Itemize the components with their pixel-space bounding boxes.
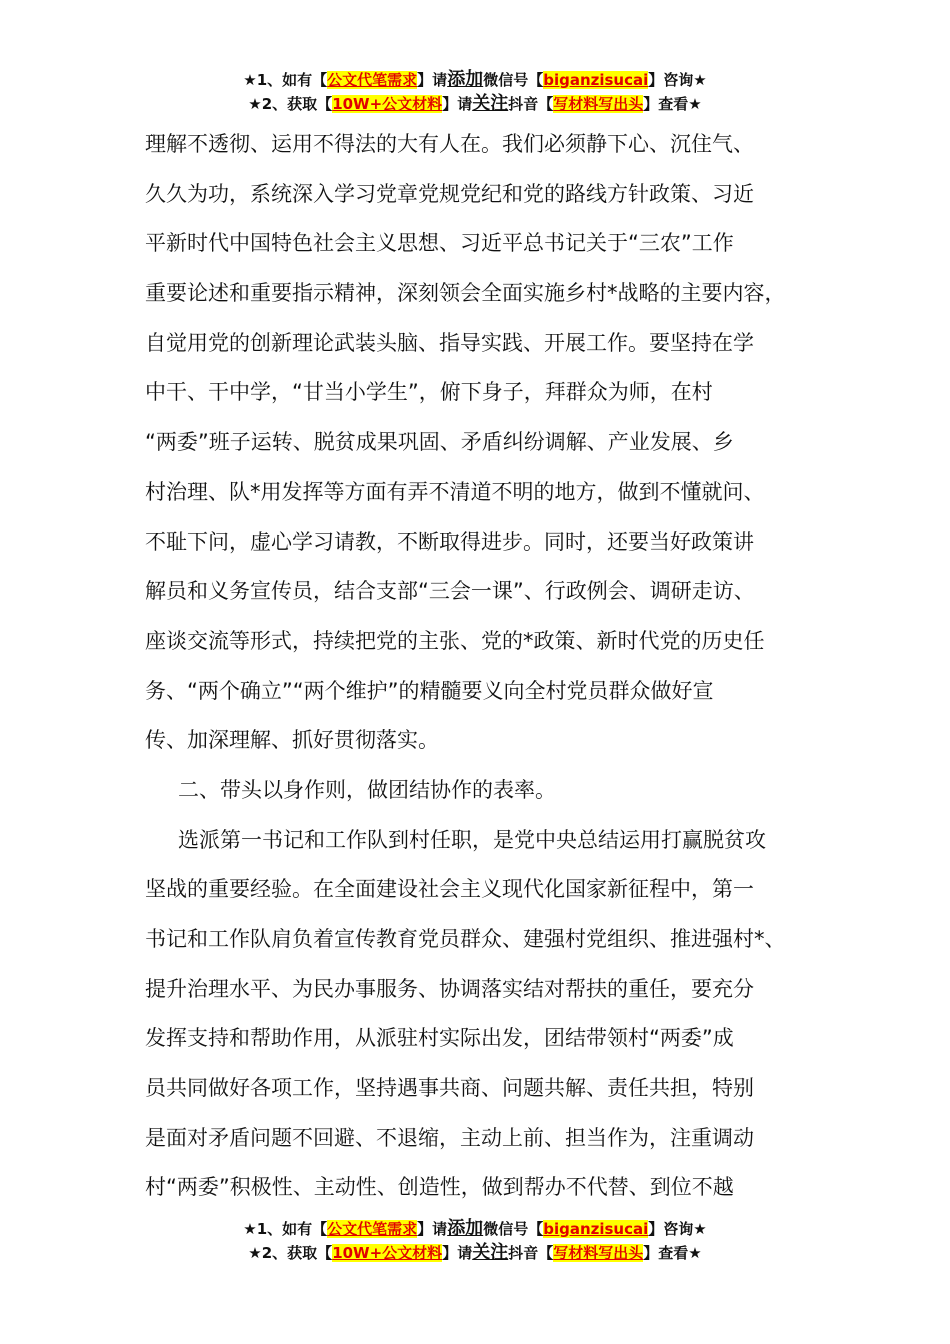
text-line: 书记和工作队肩负着宣传教育党员群众、建强村党组织、推进强村*、 bbox=[145, 927, 786, 951]
text-line: 务、“两个确立”“两个维护”的精髓要义向全村党员群众做好宣 bbox=[145, 678, 714, 703]
text-line: 久久为功，系统深入学习党章党规党纪和党的路线方针政策、习近 bbox=[145, 181, 754, 206]
highlight: 公文代笔需求 bbox=[327, 1220, 418, 1238]
t: 添加 bbox=[447, 69, 484, 90]
section-heading: 二、带头以身作则，做团结协作的表率。 bbox=[178, 777, 556, 802]
text-line: 村治理、队*用发挥等方面有弄不清道不明的地方，做到不懂就问、 bbox=[145, 479, 765, 504]
t: 】请 bbox=[417, 71, 448, 89]
t: ★2、获取【 bbox=[248, 95, 333, 113]
t: 】咨询★ bbox=[648, 71, 707, 89]
text-line: 座谈交流等形式，持续把党的主张、党的*政策、新时代党的历史任 bbox=[145, 628, 765, 653]
t: 】查看★ bbox=[643, 95, 702, 113]
t: 】查看★ bbox=[643, 1244, 702, 1262]
t: 】请 bbox=[442, 95, 473, 113]
text-line: 不耻下问，虚心学习请教，不断取得进步。同时，还要当好政策讲 bbox=[145, 529, 754, 554]
text-line: 理解不透彻、运用不得法的大有人在。我们必须静下心、沉住气、 bbox=[145, 132, 754, 156]
highlight: 10W+公文材料 bbox=[332, 1244, 443, 1262]
t: 抖音【 bbox=[508, 1244, 554, 1262]
t: 关注 bbox=[472, 93, 509, 114]
banner-line-2 bbox=[0, 92, 950, 116]
t: 抖音【 bbox=[508, 95, 554, 113]
banner-line-2 bbox=[0, 1241, 950, 1265]
text-line: 是面对矛盾问题不回避、不退缩，主动上前、担当作为，注重调动 bbox=[145, 1125, 754, 1150]
footer-banner bbox=[0, 1217, 950, 1265]
highlight: 公文代笔需求 bbox=[327, 71, 418, 89]
t: ★2、获取【 bbox=[248, 1244, 333, 1262]
highlight: 写材料写出头 bbox=[553, 95, 644, 113]
t: 】请 bbox=[442, 1244, 473, 1262]
text-line: 员共同做好各项工作，坚持遇事共商、问题共解、责任共担，特别 bbox=[145, 1076, 754, 1101]
t: 】请 bbox=[417, 1220, 448, 1238]
banner-line-1 bbox=[0, 1217, 950, 1241]
t: ★1、如有【 bbox=[243, 71, 328, 89]
text-line: 坚战的重要经验。在全面建设社会主义现代化国家新征程中，第一 bbox=[145, 877, 754, 902]
highlight: biganzisucai bbox=[543, 71, 649, 89]
text-line: 自觉用党的创新理论武装头脑、指导实践、开展工作。要坚持在学 bbox=[145, 330, 754, 355]
text-line: “两委”班子运转、脱贫成果巩固、矛盾纠纷调解、产业发展、乡 bbox=[145, 430, 734, 455]
t: 添加 bbox=[447, 1218, 484, 1239]
text-line: 提升治理水平、为民办事服务、协调落实结对帮扶的重任，要充分 bbox=[145, 976, 754, 1001]
highlight: 10W+公文材料 bbox=[332, 95, 443, 113]
text-line: 重要论述和重要指示精神，深刻领会全面实施乡村*战略的主要内容， bbox=[145, 281, 786, 306]
text-line: 村“两委”积极性、主动性、创造性，做到帮办不代替、到位不越 bbox=[145, 1175, 734, 1200]
text-line: 发挥支持和帮助作用，从派驻村实际出发，团结带领村“两委”成 bbox=[145, 1026, 734, 1051]
t: 关注 bbox=[472, 1242, 509, 1263]
header-banner bbox=[0, 68, 950, 116]
text-line: 解员和义务宣传员，结合支部“三会一课”、行政例会、调研走访、 bbox=[145, 579, 755, 604]
banner-line-1 bbox=[0, 68, 950, 92]
t: 】咨询★ bbox=[648, 1220, 707, 1238]
text-line: 中干、干中学，“甘当小学生”，俯下身子，拜群众为师，在村 bbox=[145, 380, 713, 405]
body-text bbox=[145, 120, 835, 1213]
text-line: 选派第一书记和工作队到村任职，是党中央总结运用打赢脱贫攻 bbox=[178, 827, 766, 852]
highlight: 写材料写出头 bbox=[553, 1244, 644, 1262]
t: ★1、如有【 bbox=[243, 1220, 328, 1238]
text-line: 传、加深理解、抓好贯彻落实。 bbox=[145, 728, 439, 753]
text-line: 平新时代中国特色社会主义思想、习近平总书记关于“三农”工作 bbox=[145, 231, 734, 256]
t: 微信号【 bbox=[483, 1220, 544, 1238]
highlight: biganzisucai bbox=[543, 1220, 649, 1238]
t: 微信号【 bbox=[483, 71, 544, 89]
